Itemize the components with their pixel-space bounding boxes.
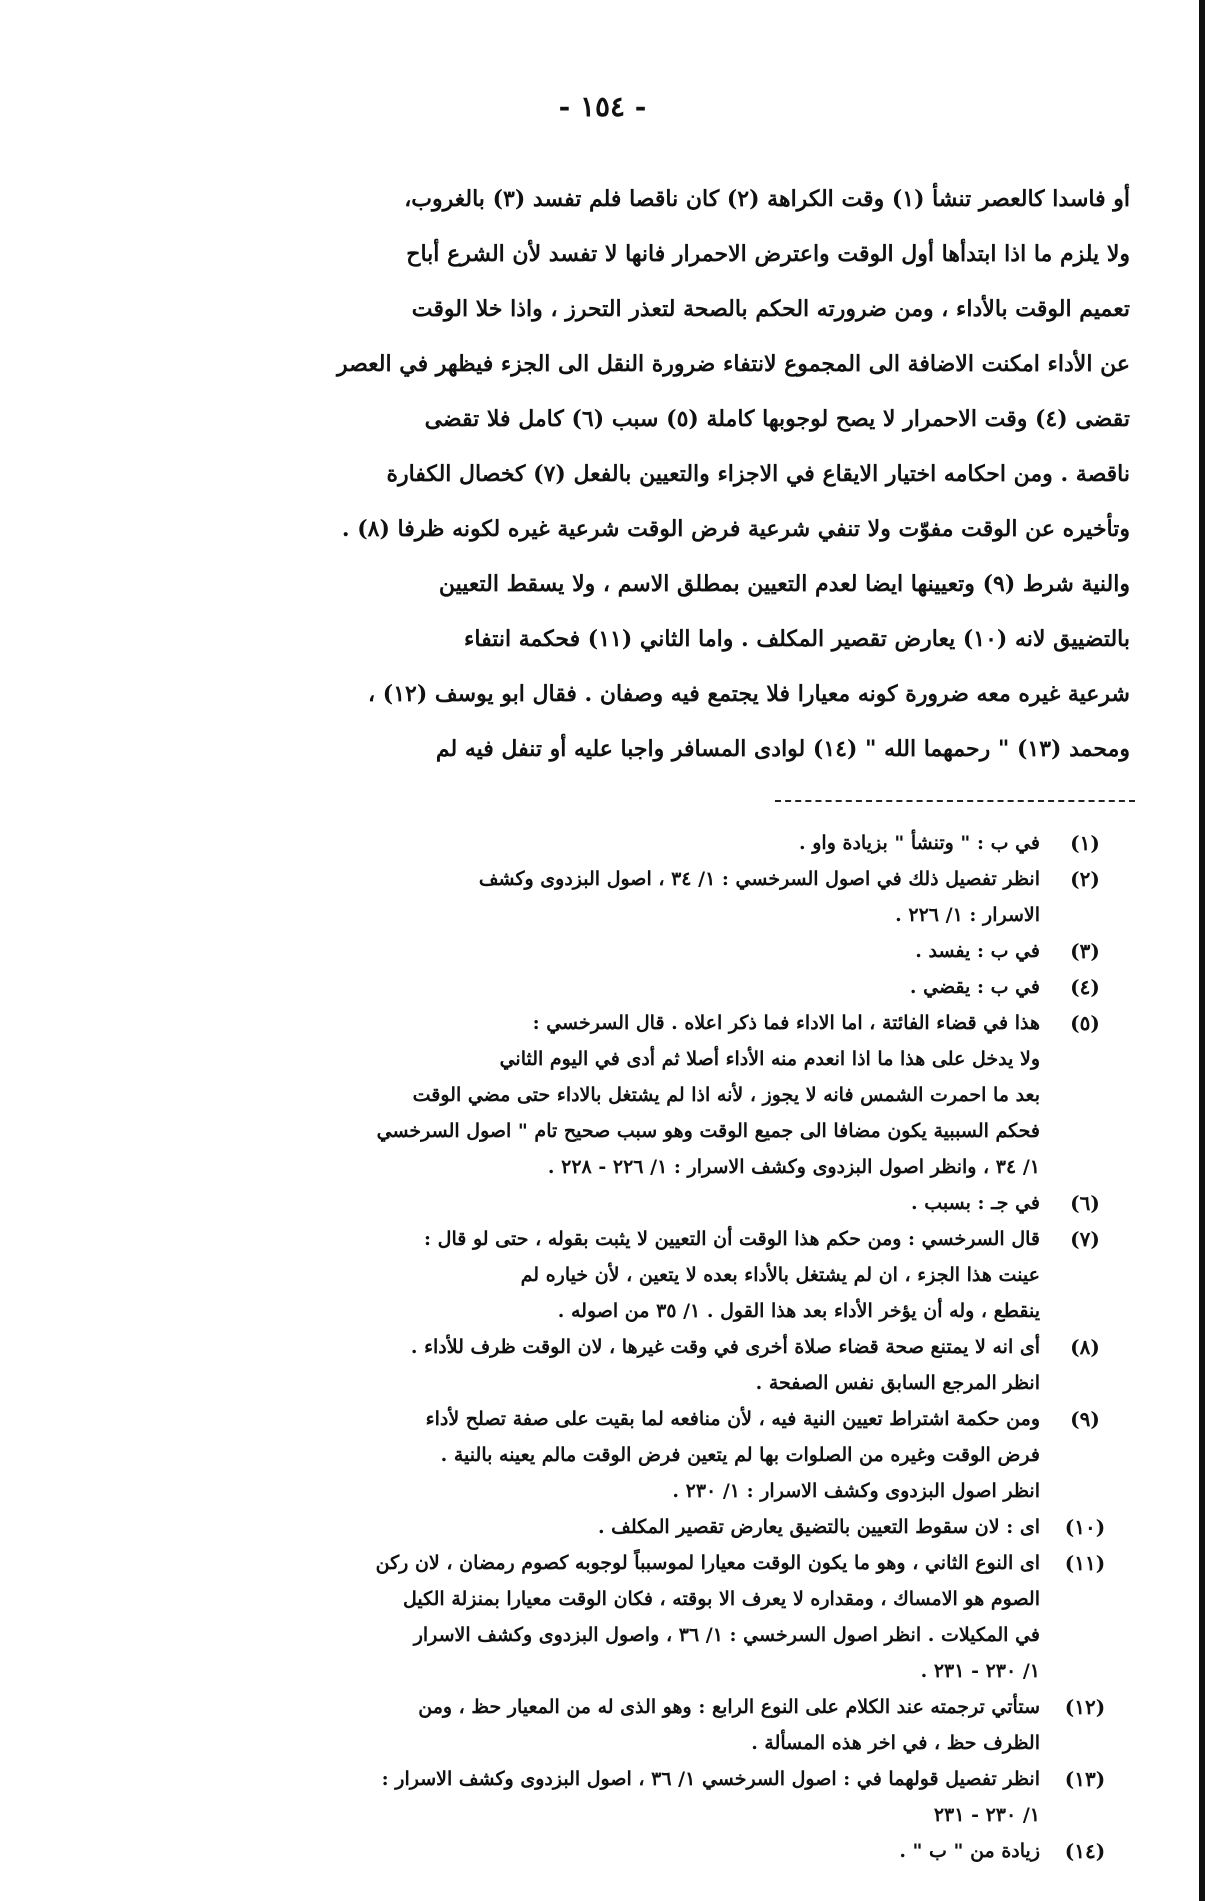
- footnote-number: (١٣): [1064, 1767, 1106, 1791]
- footnote-line: انظر اصول البزدوى وكشف الاسرار : ١/ ٢٣٠ .: [672, 1480, 1040, 1502]
- footnote-body: [150, 1329, 1040, 1401]
- footnote-line: ينقطع ، وله أن يؤخر الأداء بعد هذا القول . ١/ ٣٥ من اصوله .: [557, 1300, 1040, 1322]
- footnote-number: (١٤): [1064, 1839, 1106, 1863]
- main-line: ومحمد (١٣) " رحمهما الله " (١٤) لوادى المسافر واجبا عليه أو تنفل فيه لم: [435, 736, 1130, 762]
- footnote: [150, 1761, 1130, 1833]
- footnote-body: [150, 933, 1040, 969]
- footnote-line: هذا في قضاء الفائتة ، اما الاداء فما ذكر اعلاه . قال السرخسي :: [532, 1012, 1040, 1034]
- footnote: [150, 1689, 1130, 1761]
- footnote: [150, 1509, 1130, 1545]
- footnote: [150, 1545, 1130, 1689]
- footnote-line: الاسرار : ١/ ٢٢٦ .: [895, 904, 1040, 926]
- footnote-number: (٦): [1070, 1191, 1100, 1215]
- footnote-line: ومن حكمة اشتراط تعيين النية فيه ، لأن منافعه لما بقيت على صفة تصلح لأداء: [425, 1408, 1040, 1430]
- footnote-number: (١٠): [1064, 1515, 1106, 1539]
- footnote: [150, 1005, 1130, 1185]
- footnote-separator: [775, 800, 1135, 802]
- footnote-line: ولا يدخل على هذا ما اذا انعدم منه الأداء أصلا ثم أدى في اليوم الثاني: [499, 1048, 1040, 1070]
- footnote-body: [150, 861, 1040, 933]
- footnote-number: (٢): [1070, 867, 1100, 891]
- footnote-line: في ب : يفسد .: [915, 940, 1040, 962]
- footnote-line: في ب : يقضي .: [909, 976, 1040, 998]
- main-line: أو فاسدا كالعصر تنشأ (١) وقت الكراهة (٢) كان ناقصا فلم تفسد (٣) بالغروب،: [404, 186, 1130, 212]
- footnote-number: (١٢): [1064, 1695, 1106, 1719]
- footnote-body: [150, 1221, 1040, 1329]
- footnote-line: زيادة من " ب " .: [899, 1840, 1040, 1862]
- footnote: [150, 861, 1130, 933]
- main-line: شرعية غيره معه ضرورة كونه معيارا فلا يجتمع فيه وصفان . فقال ابو يوسف (١٢) ،: [368, 681, 1130, 707]
- footnote-body: [150, 1185, 1040, 1221]
- footnote-number: (٣): [1070, 939, 1100, 963]
- footnote-body: [150, 1545, 1040, 1689]
- main-line: ناقصة . ومن احكامه اختيار الايقاع في الاجزاء والتعيين بالفعل (٧) كخصال الكفارة: [386, 461, 1130, 487]
- footnote-number: (١): [1070, 831, 1100, 855]
- main-line: ولا يلزم ما اذا ابتدأها أول الوقت واعترض الاحمرار فانها لا تفسد لأن الشرع أباح: [406, 241, 1130, 267]
- footnote-line: فحكم السببية يكون مضافا الى جميع الوقت وهو سبب صحيح تام " اصول السرخسي: [376, 1120, 1040, 1142]
- footnote: [150, 933, 1130, 969]
- footnote-body: [150, 1401, 1040, 1509]
- footnote: [150, 1833, 1130, 1869]
- footnote-line: اى : لان سقوط التعيين بالتضيق يعارض تقصير المكلف .: [597, 1516, 1040, 1538]
- footnote-line: انظر المرجع السابق نفس الصفحة .: [755, 1372, 1040, 1394]
- footnote-line: في المكيلات . انظر اصول السرخسي : ١/ ٣٦ ، واصول البزدوى وكشف الاسرار: [413, 1624, 1040, 1646]
- footnote-body: [150, 1509, 1040, 1545]
- page-number: - ١٥٤ -: [558, 90, 647, 123]
- main-line: تعميم الوقت بالأداء ، ومن ضرورته الحكم بالصحة لتعذر التحرز ، واذا خلا الوقت: [411, 296, 1130, 322]
- footnote-number: (٤): [1070, 975, 1100, 999]
- main-text: [150, 172, 1130, 777]
- footnote: [150, 1329, 1130, 1401]
- footnote-line: انظر تفصيل قولهما في : اصول السرخسي ١/ ٣٦ ، اصول البزدوى وكشف الاسرار :: [381, 1768, 1040, 1790]
- footnote-line: في جـ : بسبب .: [911, 1192, 1040, 1214]
- footnote-line: ١/ ٢٣٠ - ٢٣١ .: [920, 1660, 1040, 1682]
- footnote: [150, 1221, 1130, 1329]
- footnote-line: فرض الوقت وغيره من الصلوات بها لم يتعين فرض الوقت مالم يعينه بالنية .: [440, 1444, 1040, 1466]
- footnote-line: بعد ما احمرت الشمس فانه لا يجوز ، لأنه اذا لم يشتغل بالاداء حتى مضي الوقت: [412, 1084, 1040, 1106]
- footnote-line: عينت هذا الجزء ، ان لم يشتغل بالأداء بعده لا يتعين ، لأن خياره لم: [520, 1264, 1040, 1286]
- footnote-number: (٥): [1070, 1011, 1100, 1035]
- footnote-number: (١١): [1064, 1551, 1106, 1575]
- main-line: عن الأداء امكنت الاضافة الى المجموع لانتفاء ضرورة النقل الى الجزء فيظهر في العصر: [336, 351, 1130, 377]
- main-line: تقضى (٤) وقت الاحمرار لا يصح لوجوبها كاملة (٥) سبب (٦) كامل فلا تقضى: [424, 406, 1130, 432]
- footnote: [150, 1185, 1130, 1221]
- footnote-line: ١/ ٣٤ ، وانظر اصول البزدوى وكشف الاسرار : ١/ ٢٢٦ - ٢٢٨ .: [547, 1156, 1040, 1178]
- footnote-line: الصوم هو الامساك ، ومقداره لا يعرف الا بوقته ، فكان الوقت معيارا بمنزلة الكيل: [403, 1588, 1040, 1610]
- scan-edge-rule: [1199, 0, 1205, 1901]
- footnote-line: انظر تفصيل ذلك في اصول السرخسي : ١/ ٣٤ ، اصول البزدوى وكشف: [478, 868, 1040, 890]
- footnote-body: [150, 825, 1040, 861]
- main-line: والنية شرط (٩) وتعيينها ايضا لعدم التعيين بمطلق الاسم ، ولا يسقط التعيين: [438, 571, 1130, 597]
- footnote: [150, 825, 1130, 861]
- footnote-line: أى انه لا يمتنع صحة قضاء صلاة أخرى في وقت غيرها ، لان الوقت ظرف للأداء .: [410, 1336, 1040, 1358]
- footnote-line: ١/ ٢٣٠ - ٢٣١: [933, 1804, 1040, 1826]
- footnote-line: الظرف حظ ، في اخر هذه المسألة .: [751, 1732, 1040, 1754]
- footnote-number: (٧): [1070, 1227, 1100, 1251]
- footnotes: [150, 825, 1130, 1869]
- footnote-body: [150, 1761, 1040, 1833]
- footnote: [150, 969, 1130, 1005]
- footnote-number: (٨): [1070, 1335, 1100, 1359]
- main-line: وتأخيره عن الوقت مفوّت ولا تنفي شرعية فرض الوقت شرعية غيره لكونه ظرفا (٨) .: [341, 516, 1130, 542]
- footnote-body: [150, 1689, 1040, 1761]
- footnote-body: [150, 969, 1040, 1005]
- main-line: بالتضييق لانه (١٠) يعارض تقصير المكلف . واما الثاني (١١) فحكمة انتفاء: [464, 626, 1130, 652]
- footnote-line: قال السرخسي : ومن حكم هذا الوقت أن التعيين لا يثبت بقوله ، حتى لو قال :: [424, 1228, 1040, 1250]
- footnote: [150, 1401, 1130, 1509]
- footnote-line: في ب : " وتنشأ " بزيادة واو .: [799, 832, 1040, 854]
- footnote-line: ستأتي ترجمته عند الكلام على النوع الرابع : وهو الذى له من المعيار حظ ، ومن: [418, 1696, 1040, 1718]
- footnote-line: اى النوع الثاني ، وهو ما يكون الوقت معيارا لموسبباً لوجوبه كصوم رمضان ، لان ركن: [375, 1552, 1040, 1574]
- footnote-body: [150, 1005, 1040, 1185]
- footnote-body: [150, 1833, 1040, 1869]
- footnote-number: (٩): [1070, 1407, 1100, 1431]
